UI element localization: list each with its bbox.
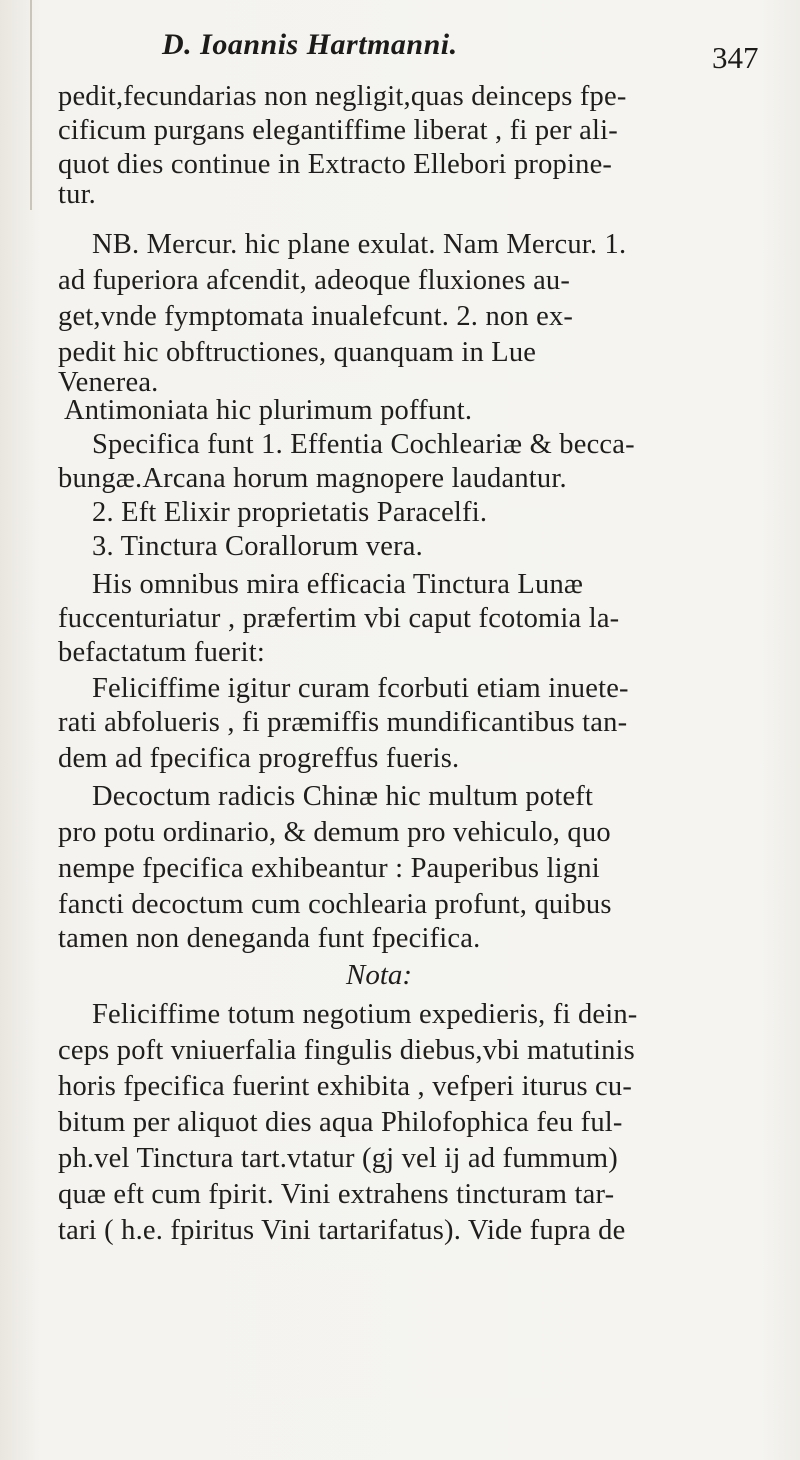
text-line: tur. xyxy=(58,179,97,210)
text-line: bitum per aliquot dies aqua Philofophica feu ful- xyxy=(58,1107,623,1138)
text-line: cificum purgans elegantiffime liberat , fi per ali- xyxy=(58,115,618,146)
text-line: 2. Eft Elixir proprietatis Paracelfi. xyxy=(92,497,488,528)
text-line: Feliciffime igitur curam fcorbuti etiam inuete- xyxy=(92,673,629,704)
text-line: quot dies continue in Extracto Ellebori propine- xyxy=(58,149,613,180)
text-line: tamen non deneganda funt fpecifica. xyxy=(58,923,481,954)
text-line: fuccenturiatur , præfertim vbi caput fcotomia la- xyxy=(58,603,620,634)
text-line: dem ad fpecifica progreffus fueris. xyxy=(58,743,460,774)
text-line: nempe fpecifica exhibeantur : Pauperibus ligni xyxy=(58,853,600,884)
text-line: Specifica funt 1. Effentia Cochleariæ & becca- xyxy=(92,429,635,460)
text-line: 3. Tinctura Corallorum vera. xyxy=(92,531,423,562)
text-line: quæ eft cum fpirit. Vini extrahens tincturam tar- xyxy=(58,1179,615,1210)
text-line: NB. Mercur. hic plane exulat. Nam Mercur. 1. xyxy=(92,229,627,260)
text-line: pedit hic obftructiones, quanquam in Lue xyxy=(58,337,537,368)
text-line: befactatum fuerit: xyxy=(58,637,265,668)
nota-heading: Nota: xyxy=(346,959,413,991)
text-line: ad fuperiora afcendit, adeoque fluxiones au- xyxy=(58,265,571,296)
text-line: bungæ.Arcana horum magnopere laudantur. xyxy=(58,463,567,494)
text-line: Antimoniata hic plurimum poffunt. xyxy=(64,395,473,426)
text-line: Feliciffime totum negotium expedieris, fi dein- xyxy=(92,999,638,1030)
running-head: D. Ioannis Hartmanni. xyxy=(162,28,458,61)
text-line: horis fpecifica fuerint exhibita , vefperi iturus cu- xyxy=(58,1071,633,1102)
text-line: Venerea. xyxy=(58,367,159,398)
text-line: rati abfolueris , fi præmiffis mundificantibus tan- xyxy=(58,707,628,738)
text-line: ph.vel Tinctura tart.vtatur (gj vel ij ad fummum) xyxy=(58,1143,618,1174)
text-line: ceps poft vniuerfalia fingulis diebus,vbi matutinis xyxy=(58,1035,635,1066)
text-line: get,vnde fymptomata inualefcunt. 2. non ex- xyxy=(58,301,574,332)
text-line: fancti decoctum cum cochlearia profunt, quibus xyxy=(58,889,612,920)
text-line: tari ( h.e. fpiritus Vini tartarifatus). Vide fupra de xyxy=(58,1215,626,1246)
text-line: Decoctum radicis Chinæ hic multum poteft xyxy=(92,781,594,812)
page-number: 347 xyxy=(712,40,759,75)
text-line: pro potu ordinario, & demum pro vehiculo, quo xyxy=(58,817,611,848)
page-header xyxy=(0,28,800,78)
text-line: pedit,fecundarias non negligit,quas deinceps fpe- xyxy=(58,81,627,112)
text-line: His omnibus mira efficacia Tinctura Lunæ xyxy=(92,569,584,600)
